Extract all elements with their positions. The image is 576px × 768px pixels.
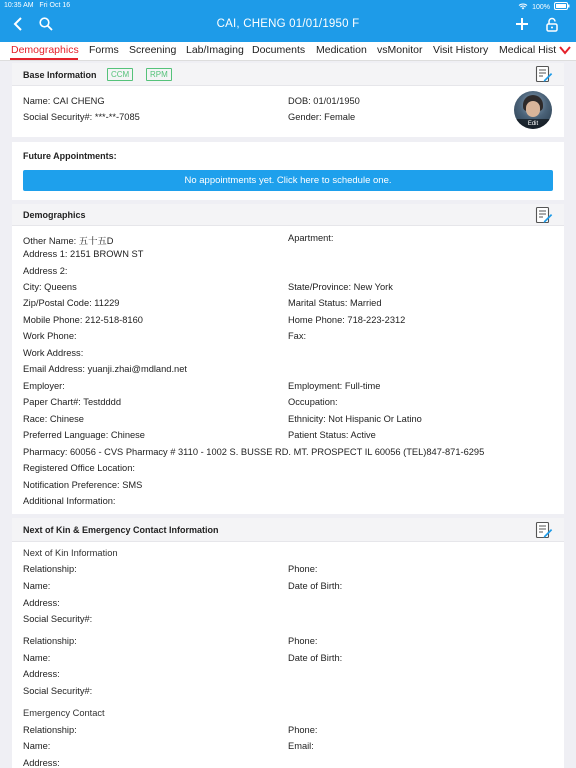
nok2-address: Address: — [23, 669, 60, 679]
employer: Employer: — [23, 381, 65, 391]
preferred-language: Preferred Language: Chinese — [23, 430, 145, 440]
lock-icon[interactable] — [544, 15, 560, 33]
marital-status: Marital Status: Married — [288, 298, 382, 308]
tab-screening[interactable]: Screening — [129, 44, 177, 56]
city: City: Queens — [23, 282, 77, 292]
tab-visit-history[interactable]: Visit History — [433, 44, 489, 56]
tab-demographics[interactable]: Demographics — [11, 44, 79, 56]
add-icon[interactable] — [514, 15, 530, 33]
tab-vsmonitor[interactable]: vsMonitor — [377, 44, 423, 56]
patient-ssn: Social Security#: ***-**-7085 — [23, 112, 140, 122]
fax: Fax: — [288, 331, 307, 341]
schedule-appointment-button[interactable]: No appointments yet. Click here to schedule one. — [23, 170, 553, 191]
race: Race: Chinese — [23, 414, 84, 424]
nok2-date-of-birth: Date of Birth: — [288, 653, 343, 663]
battery-icon — [554, 2, 570, 12]
next-of-kin-subtitle: Next of Kin Information — [23, 548, 118, 558]
patient-dob: DOB: 01/01/1950 — [288, 96, 360, 106]
next-of-kin-title: Next of Kin & Emergency Contact Information — [23, 525, 219, 535]
occupation: Occupation: — [288, 397, 338, 407]
nok2-relationship: Relationship: — [23, 636, 77, 646]
base-information-card — [12, 63, 564, 137]
avatar[interactable] — [514, 91, 552, 129]
nok1-relationship: Relationship: — [23, 564, 77, 574]
demographics-title: Demographics — [23, 210, 86, 220]
top-navigation-bar — [0, 0, 576, 42]
emergency-address: Address: — [23, 758, 60, 768]
status-time: 10:35 AM — [4, 2, 34, 9]
ethnicity: Ethnicity: Not Hispanic Or Latino — [288, 414, 422, 424]
tab-medication[interactable]: Medication — [316, 44, 367, 56]
base-information-header — [12, 63, 564, 86]
state-province: State/Province: New York — [288, 282, 393, 292]
emergency-relationship: Relationship: — [23, 725, 77, 735]
next-of-kin-header — [12, 518, 564, 542]
status-bar — [4, 2, 570, 12]
patient-gender: Gender: Female — [288, 112, 356, 122]
emergency-phone: Phone: — [288, 725, 318, 735]
tab-documents[interactable]: Documents — [252, 44, 306, 56]
edit-icon[interactable] — [535, 521, 553, 539]
nok1-phone: Phone: — [288, 564, 318, 574]
nok1-ssn: Social Security#: — [23, 614, 93, 624]
future-appointments-card — [12, 142, 564, 200]
emergency-name: Name: — [23, 741, 51, 751]
avatar-face — [526, 101, 540, 117]
emergency-contact-subtitle: Emergency Contact — [23, 708, 105, 718]
tab-forms[interactable]: Forms — [89, 44, 119, 56]
pharmacy: Pharmacy: 60056 - CVS Pharmacy # 3110 - 1002 S. BUSSE RD. MT. PROSPECT IL 60056 (TEL)847-871-6295 — [23, 447, 485, 457]
base-information-title: Base Information — [23, 70, 97, 80]
tab-bar — [0, 42, 576, 61]
mobile-phone: Mobile Phone: 212-518-8160 — [23, 315, 143, 325]
tab-lab-imaging[interactable]: Lab/Imaging — [186, 44, 244, 56]
next-of-kin-card — [12, 518, 564, 768]
nok2-ssn: Social Security#: — [23, 686, 93, 696]
nok1-date-of-birth: Date of Birth: — [288, 581, 343, 591]
registered-office-location: Registered Office Location: — [23, 463, 135, 473]
ccm-badge[interactable]: CCM — [107, 68, 133, 81]
nok2-phone: Phone: — [288, 636, 318, 646]
edit-icon[interactable] — [535, 65, 553, 83]
chevron-down-icon[interactable] — [558, 45, 572, 57]
future-appointments-title: Future Appointments: — [23, 151, 117, 161]
avatar-edit-label[interactable]: Edit — [514, 119, 552, 129]
paper-chart: Paper Chart#: Testdddd — [23, 397, 122, 407]
page-title: CAI, CHENG 01/01/1950 F — [216, 18, 360, 30]
battery-percent: 100% — [532, 3, 550, 11]
address-1: Address 1: 2151 BROWN ST — [23, 249, 144, 259]
active-tab-indicator — [10, 58, 78, 60]
tab-medical-history[interactable]: Medical Hist — [499, 44, 557, 56]
demographics-card — [12, 204, 564, 514]
work-address: Work Address: — [23, 348, 84, 358]
patient-name: Name: CAI CHENG — [23, 96, 105, 106]
status-date: Fri Oct 16 — [39, 2, 71, 9]
home-phone: Home Phone: 718-223-2312 — [288, 315, 406, 325]
work-phone: Work Phone: — [23, 331, 77, 341]
notification-preference: Notification Preference: SMS — [23, 480, 143, 490]
zip-code: Zip/Postal Code: 11229 — [23, 298, 120, 308]
employment: Employment: Full-time — [288, 381, 381, 391]
apartment: Apartment: — [288, 233, 334, 243]
additional-information: Additional Information: — [23, 496, 116, 506]
wifi-icon — [518, 2, 528, 12]
patient-status: Patient Status: Active — [288, 430, 376, 440]
address-2: Address 2: — [23, 266, 68, 276]
emergency-email: Email: — [288, 741, 314, 751]
demographics-header — [12, 204, 564, 226]
other-name: Other Name: 五十五D — [23, 236, 114, 246]
edit-icon[interactable] — [535, 206, 553, 224]
email-address: Email Address: yuanji.zhai@mdland.net — [23, 364, 187, 374]
rpm-badge[interactable]: RPM — [146, 68, 172, 81]
nok1-name: Name: — [23, 581, 51, 591]
nok1-address: Address: — [23, 598, 60, 608]
nok2-name: Name: — [23, 653, 51, 663]
